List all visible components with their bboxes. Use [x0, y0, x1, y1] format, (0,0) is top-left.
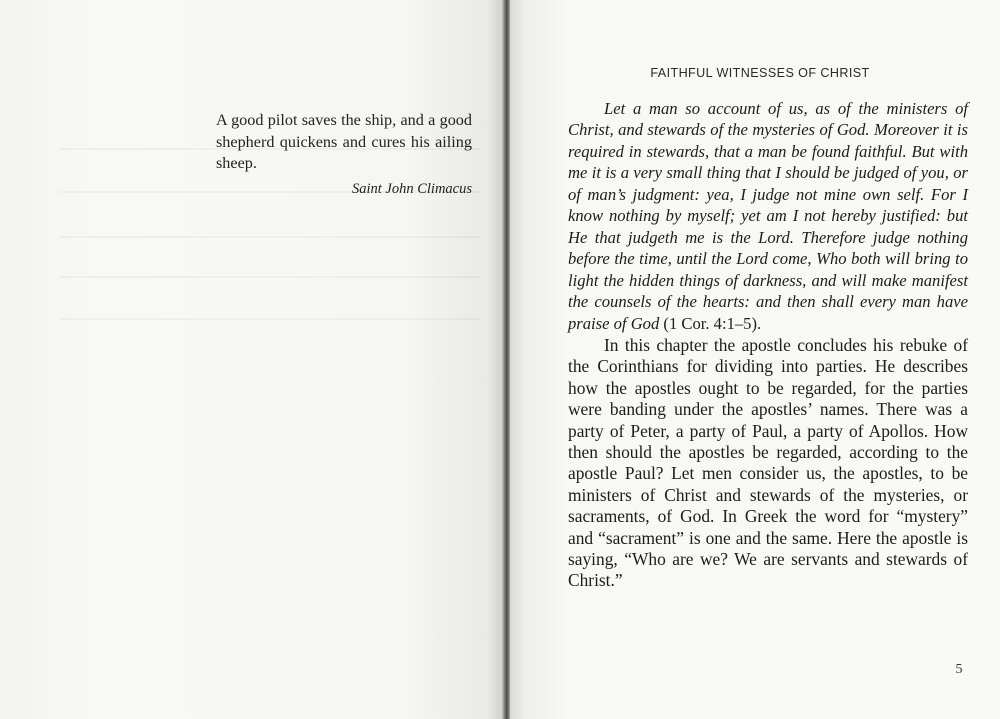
scripture-reference: (1 Cor. 4:1–5). — [659, 313, 762, 333]
right-page — [510, 0, 1000, 719]
show-through-line — [60, 318, 480, 320]
scripture-text: Let a man so account of us, as of the ministers of Christ, and stewards of the mysteries of God. Moreover it is required in stewards, that a man be found faithful. But with me it is a very small thing that I should be judged of you, or of man’s judgment: yea, I judge not mine own self. For I know nothing by myself; yet am I not hereby justified: but He that judgeth me is the Lord. Therefore judge nothing before the time, until the Lord come, Who both will bring to light the hidden things of darkness, and will make manifest the counsels of the hearts: and then shall every man have praise of God — [568, 99, 968, 333]
page-number: 5 — [955, 662, 963, 677]
commentary-paragraph: In this chapter the apostle concludes his rebuke of the Corinthians for dividing into parties. He describes how the apostles ought to be regarded, for the parties were banding under the apostles’ names. There was a party of Peter, a party of Paul, a party of Apollos. How then should the apostles be regarded, according to the apostle Paul? Let men consider us, the apostles, to be ministers of Christ and stewards of the mysteries, or sacraments, of God. In Greek the word for “mystery” and “sacrament” is one and the same. Here the apostle is saying, “Who are we? We are servants and stewards of Christ.” — [568, 334, 968, 591]
scripture-quote — [568, 98, 968, 334]
epigraph-attribution: Saint John Climacus — [351, 181, 472, 197]
body-text — [568, 98, 968, 592]
show-through-line — [60, 236, 480, 238]
show-through-line — [60, 276, 480, 278]
epigraph-text: A good pilot saves the ship, and a good shepherd quickens and cures his ailing sheep. — [216, 111, 472, 173]
running-head: FAITHFUL WITNESSES OF CHRIST — [650, 66, 870, 80]
